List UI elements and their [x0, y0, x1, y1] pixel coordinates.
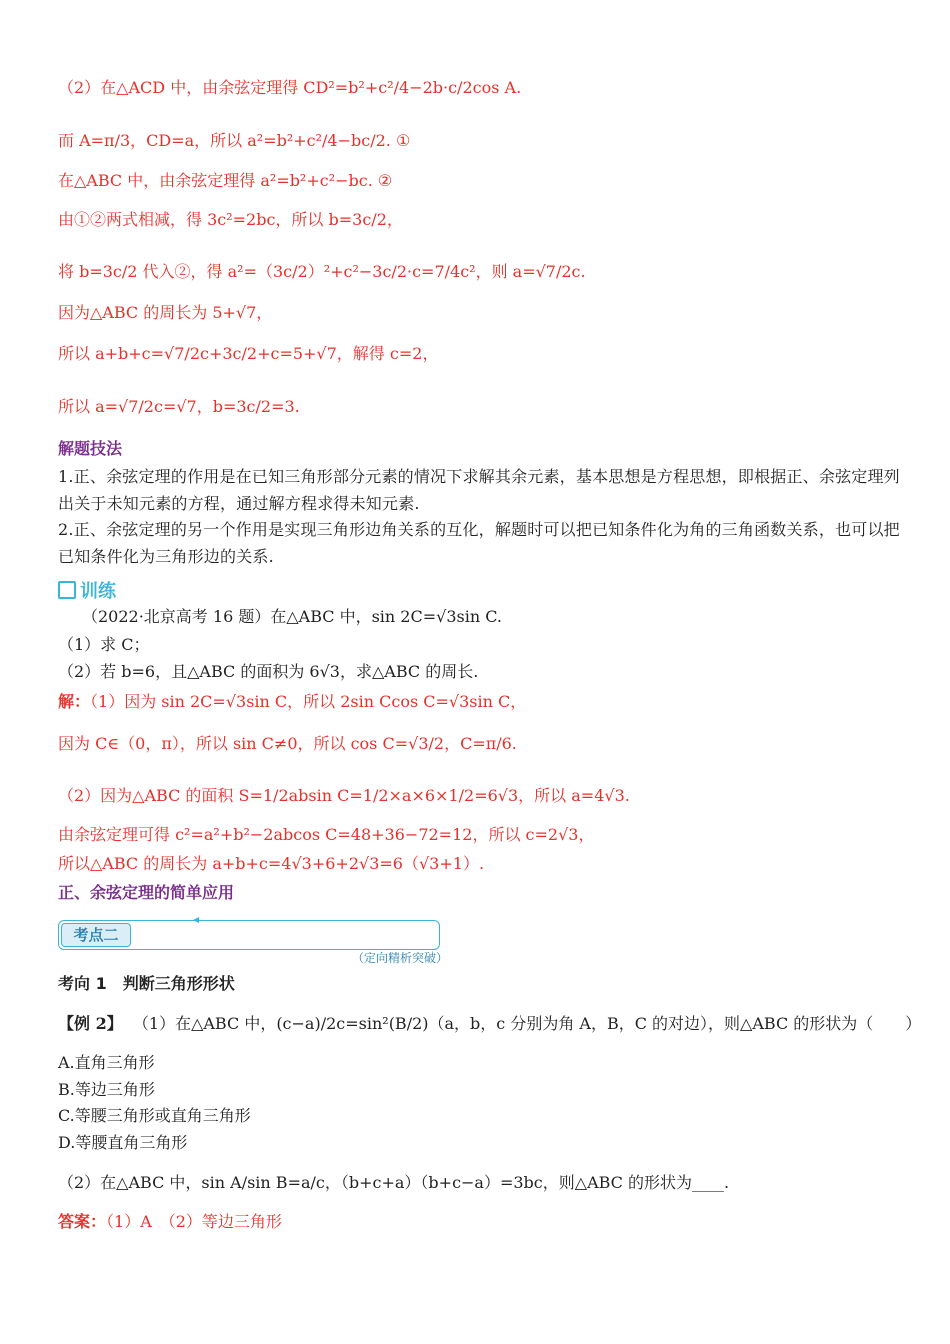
method-paragraph-2: 2.正、余弦定理的另一个作用是实现三角形边角关系的互化，解题时可以把已知条件化为角的三角函数关系，也可以把已知条件化为三角形边的关系. [58, 520, 900, 566]
solution-line-7: 所以 a+b+c=√7/2c+3c/2+c=5+√7，解得 c=2， [58, 344, 439, 363]
solution-line-6: 因为△ABC 的周长为 5+√7， [58, 303, 273, 322]
training-answer-line-3: （2）因为△ABC 的面积 S=1/2absin C=1/2×a×6×1/2=6√3，所以 a=4√3. [58, 786, 630, 805]
example-question-1: （1）在△ABC 中，(c−a)/2c=sin²(B/2)（a，b，c 分别为角 A，B，C 的对边），则△ABC 的形状为（ ） [132, 1014, 922, 1033]
solution-line-1: （2）在△ACD 中，由余弦定理得 CD²=b²+c²/4−2b·c/2cos A. [58, 78, 522, 97]
solution-line-3: 在△ABC 中，由余弦定理得 a²=b²+c²−bc. ② [58, 171, 393, 190]
option-a: A.直角三角形 [58, 1053, 155, 1072]
solution-line-5: 将 b=3c/2 代入②，得 a²=（3c/2）²+c²−3c/2·c=7/4c²，则 a=√7/2c. [58, 262, 586, 281]
solution-line-8: 所以 a=√7/2c=√7，b=3c/2=3. [58, 397, 300, 416]
kaodian-banner [58, 920, 440, 950]
method-title: 解题技法 [58, 439, 123, 458]
kaodian-subtitle: （定向精析突破） [352, 951, 449, 965]
kaoxiang-title: 考向 1 判断三角形形状 [58, 974, 235, 993]
arrow-left-icon [199, 920, 399, 921]
example-label: 【例 2】 [58, 1014, 123, 1033]
example-answer [58, 1211, 900, 1233]
example-line-1 [58, 1013, 922, 1035]
solution-line-2: 而 A=π/3，CD=a，所以 a²=b²+c²/4−bc/2. ① [58, 131, 411, 150]
section-title: 正、余弦定理的简单应用 [58, 883, 235, 902]
option-c: C.等腰三角形或直角三角形 [58, 1106, 251, 1125]
option-d: D.等腰直角三角形 [58, 1133, 188, 1152]
example-answer-text: （1）A （2）等边三角形 [106, 1212, 282, 1231]
solution-line-4: 由①②两式相减，得 3c²=2bc，所以 b=3c/2， [58, 210, 403, 229]
option-b: B.等边三角形 [58, 1080, 155, 1099]
training-answer-line-4: 由余弦定理可得 c²=a²+b²−2abcos C=48+36−72=12，所以 c=2√3， [58, 825, 595, 844]
answer-text-1: （1）因为 sin 2C=√3sin C，所以 2sin Ccos C=√3sin C， [90, 692, 527, 711]
training-q2: （2）若 b=6，且△ABC 的面积为 6√3，求△ABC 的周长. [58, 662, 479, 681]
example-answer-label: 答案： [58, 1212, 107, 1231]
example-question-2: （2）在△ABC 中，sin A/sin B=a/c，（b+c+a）（b+c−a）=3bc，则△ABC 的形状为____. [58, 1173, 730, 1192]
answer-label: 解： [58, 692, 91, 711]
training-question: （2022·北京高考 16 题）在△ABC 中，sin 2C=√3sin C. [82, 607, 502, 626]
method-paragraph-1: 1.正、余弦定理的作用是在已知三角形部分元素的情况下求解其余元素，基本思想是方程思想，即根据正、余弦定理列出关于未知元素的方程，通过解方程求得未知元素. [58, 467, 900, 513]
training-icon [58, 581, 76, 599]
training-title: 训练 [80, 581, 116, 602]
training-answer-line-1 [58, 691, 900, 713]
kaodian-tag: 考点二 [61, 923, 131, 947]
training-answer-line-5: 所以△ABC 的周长为 a+b+c=4√3+6+2√3=6（√3+1）. [58, 854, 485, 873]
training-heading [58, 577, 116, 603]
training-q1: （1）求 C； [58, 635, 150, 654]
training-answer-line-2: 因为 C∈（0，π），所以 sin C≠0，所以 cos C=√3/2，C=π/6. [58, 734, 517, 753]
